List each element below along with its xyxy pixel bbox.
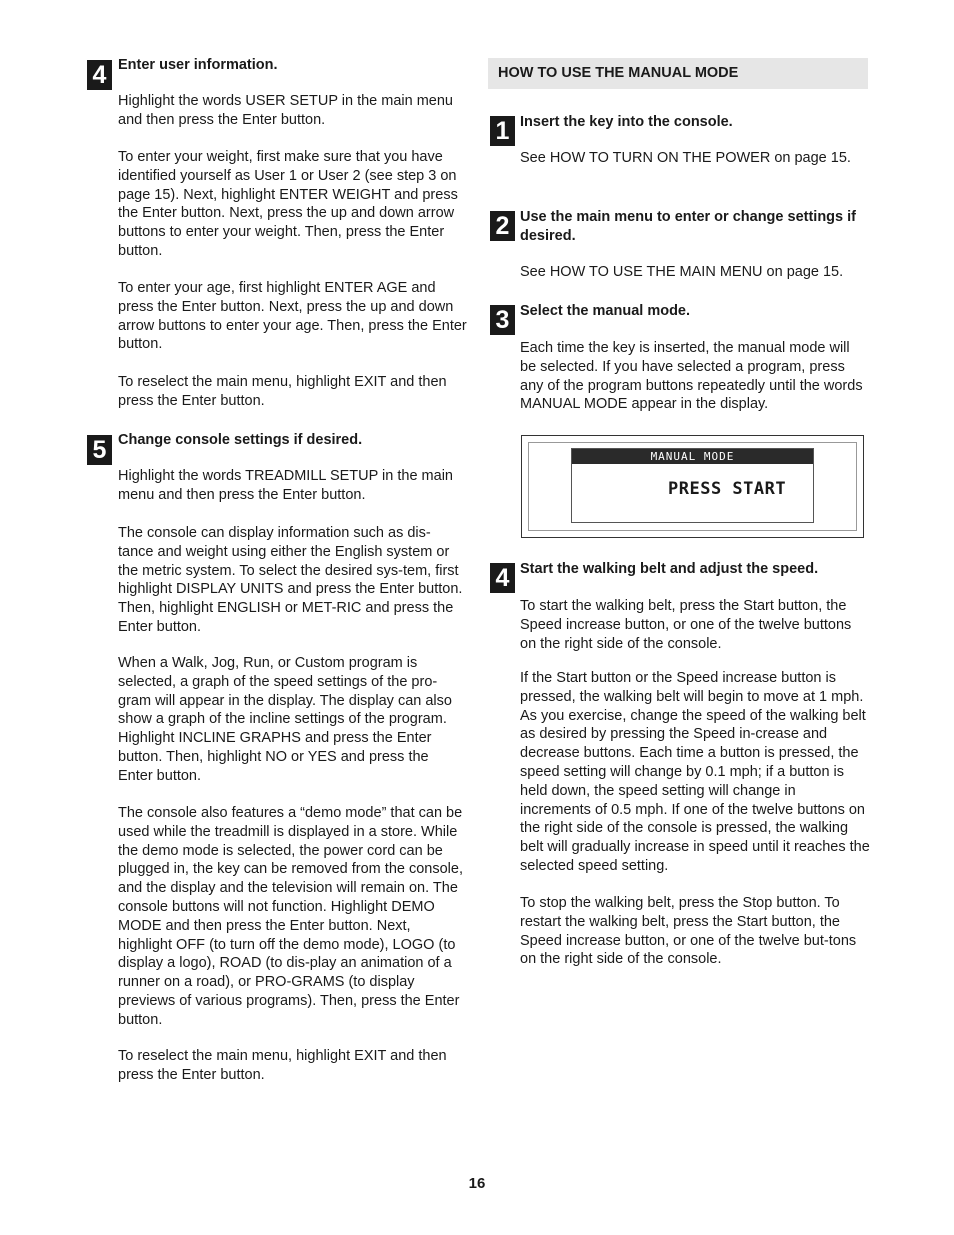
step-paragraph: See HOW TO USE THE MAIN MENU on page 15.: [520, 264, 844, 280]
section-title-bar: [488, 58, 868, 89]
step-heading: Change console settings if desired.: [118, 432, 363, 448]
step-paragraph: To enter your age, first highlight ENTER AGE and press the Enter button. Next, press the up and down arrow buttons to enter your age. Then, press the Enter button.: [118, 280, 467, 353]
step-number-badge: 2: [490, 211, 515, 241]
step-paragraph: To enter your weight, first make sure that you have identified yourself as User 1 or User 2 (see step 3 on page 15). Next, highlight ENTER WEIGHT and press the Enter button. Next, press the up and down arrow buttons to enter your weight. Then, press the Enter button.: [118, 149, 458, 259]
step-heading: Select the manual mode.: [520, 303, 691, 319]
step-paragraph: To reselect the main menu, highlight EXIT and then press the Enter button.: [118, 374, 447, 409]
step-heading: Start the walking belt and adjust the speed.: [520, 561, 819, 577]
console-mode-label: MANUAL MODE: [572, 449, 813, 464]
step-number-badge: 1: [490, 116, 515, 146]
page-number: 16: [468, 1175, 486, 1192]
step-number-badge: 3: [490, 305, 515, 335]
step-paragraph: To start the walking belt, press the Start button, the Speed increase button, or one of the twelve buttons on the right side of the console.: [520, 598, 852, 652]
section-title: HOW TO USE THE MANUAL MODE: [498, 65, 739, 81]
step-paragraph: Highlight the words USER SETUP in the main menu and then press the Enter button.: [118, 93, 453, 128]
step-heading: Use the main menu to enter or change settings if desired.: [520, 209, 856, 244]
step-heading: Enter user information.: [118, 57, 278, 73]
step-paragraph: See HOW TO TURN ON THE POWER on page 15.: [520, 150, 851, 166]
step-number-badge: 5: [87, 435, 112, 465]
step-number-badge: 4: [490, 563, 515, 593]
console-press-start-text: PRESS START: [668, 479, 787, 499]
step-paragraph: Highlight the words TREADMILL SETUP in the main menu and then press the Enter button.: [118, 468, 453, 503]
step-paragraph: The console also features a “demo mode” that can be used while the treadmill is displayed in a store. While the demo mode is selected, the power cord can be plugged in, the key can be removed from the console, and the display and the television will remain on. The console buttons will not function. Highlight DEMO MODE and then press the Enter button. Next, highlight OFF (to turn off the demo mode), LOGO (to display a logo), ROAD (to dis-play an animation of a runner on a road), or PRO-GRAMS (to display previews of various programs). Then, press the Enter button.: [118, 805, 463, 1028]
console-screen: [571, 448, 814, 523]
step-paragraph: The console can display information such as dis-tance and weight using either the English system or the metric system. To select the desired sys-tem, first highlight DISPLAY UNITS and press the Enter button. Then, highlight ENGLISH or MET-RIC and press the Enter button.: [118, 525, 463, 635]
step-paragraph: Each time the key is inserted, the manual mode will be selected. If you have selected a program, press any of the program buttons repeatedly until the words MANUAL MODE appear in the display.: [520, 340, 863, 413]
step-paragraph: To reselect the main menu, highlight EXIT and then press the Enter button.: [118, 1048, 447, 1083]
step-number-badge: 4: [87, 60, 112, 90]
step-paragraph: When a Walk, Jog, Run, or Custom program is selected, a graph of the speed settings of the pro-gram will appear in the display. The display can also show a graph of the incline settings of the program. Highlight INCLINE GRAPHS and press the Enter button. Then, highlight NO or YES and press the Enter button.: [118, 655, 452, 784]
step-paragraph: To stop the walking belt, press the Stop button. To restart the walking belt, press the Start button, the Speed increase button, or one of the twelve but-tons on the right side of the console.: [520, 895, 857, 968]
step-paragraph: If the Start button or the Speed increase button is pressed, the walking belt will begin to move at 1 mph. As you exercise, change the speed of the walking belt as desired by pressing the Speed in-crease and decrease buttons. Each time a button is pressed, the speed setting will change by 0.1 mph; if a button is held down, the speed setting will change in increments of 0.5 mph. If one of the twelve buttons on the right side of the console is pressed, the walking belt will gradually increase in speed until it reaches the selected speed setting.: [520, 670, 870, 874]
console-display-illustration: [521, 435, 864, 538]
step-heading: Insert the key into the console.: [520, 114, 733, 130]
